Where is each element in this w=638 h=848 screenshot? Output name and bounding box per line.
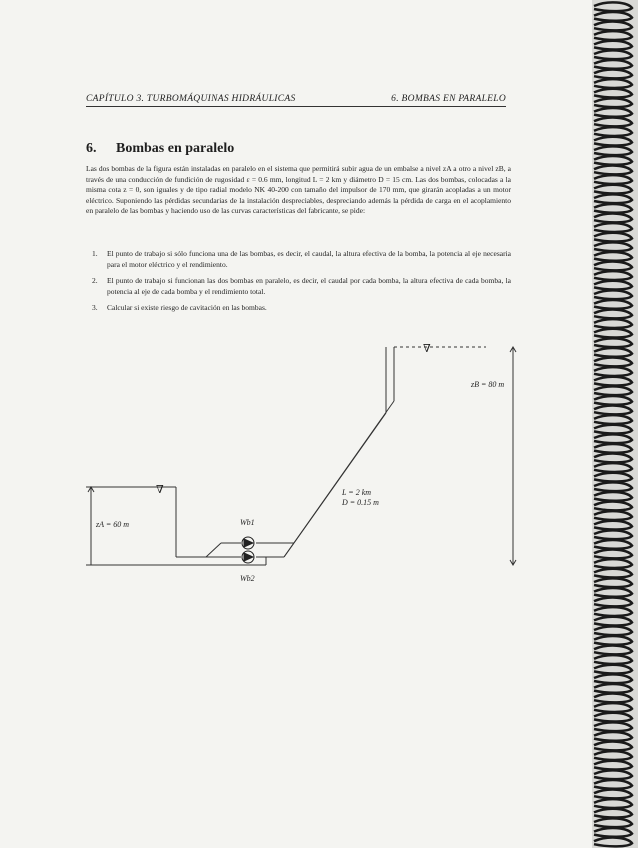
spiral-coil xyxy=(594,406,632,415)
section-running-title: 6. BOMBAS EN PARALELO xyxy=(391,94,506,104)
spiral-coil xyxy=(594,550,632,559)
spiral-coil xyxy=(594,703,632,712)
spiral-coil xyxy=(594,79,632,88)
problem-statement: Las dos bombas de la figura están instaladas en paralelo en el sistema que permitirá subir agua de un embalse a nivel zA a otro a nivel zB, a través de una conducción de fundición de rugosidad ε = 0.6 mm, longitud L = 2 km y diámetro D = 15 cm. Las dos bombas, colocadas a la misma cota z = 0, son iguales y de tipo radial modelo NK 40-200 con tamaño del impulsor de 170 mm, que girarán acopladas a un motor eléctrico. Suponiendo las pérdidas secundarias de la instalación despreciables, despreciando además la pérdida de carga en el acoplamiento en paralelo de las bombas y haciendo uso de las curvas características del fabricante, se pide: xyxy=(86,164,511,216)
spiral-coil xyxy=(594,818,632,827)
spiral-coil xyxy=(594,770,632,779)
spiral-coil xyxy=(594,607,632,616)
spiral-coil xyxy=(594,482,632,491)
spiral-coil xyxy=(594,348,632,357)
spiral-coil xyxy=(594,511,632,520)
spiral-coil xyxy=(594,655,632,664)
question-list xyxy=(86,249,511,320)
spiral-coil xyxy=(594,233,632,242)
spiral-coil xyxy=(594,598,632,607)
spiral-coil xyxy=(594,809,632,818)
spiral-binding xyxy=(588,0,638,848)
spiral-coil xyxy=(594,2,632,11)
spiral-coil xyxy=(594,425,632,434)
spiral-coil xyxy=(594,540,632,549)
spiral-coil xyxy=(594,674,632,683)
spiral-coil xyxy=(594,790,632,799)
spiral-coil xyxy=(594,665,632,674)
section-number: 6. xyxy=(86,141,97,156)
running-header xyxy=(86,94,506,107)
spiral-coil xyxy=(594,166,632,175)
spiral-coil xyxy=(594,713,632,722)
question-item xyxy=(86,249,511,270)
question-text: El punto de trabajo si sólo funciona una de las bombas, es decir, el caudal, la altura efectiva de la bomba, la potencia al eje necesaria para el motor eléctrico y el rendimiento. xyxy=(107,249,511,269)
spiral-coil xyxy=(594,396,632,405)
spiral-coil xyxy=(594,118,632,127)
spiral-coil xyxy=(594,415,632,424)
pipe-length-label: L = 2 km xyxy=(342,488,372,497)
spiral-coil xyxy=(594,319,632,328)
spiral-coil xyxy=(594,694,632,703)
question-number: 2. xyxy=(92,276,98,286)
spiral-coil xyxy=(594,386,632,395)
pump-wb1-label: Wb1 xyxy=(240,518,255,527)
spiral-coil xyxy=(594,204,632,213)
spiral-coil xyxy=(594,684,632,693)
spiral-coil xyxy=(594,146,632,155)
spiral-coil xyxy=(594,530,632,539)
spiral-coil xyxy=(594,12,632,21)
spiral-coil xyxy=(594,22,632,31)
spiral-coil xyxy=(594,175,632,184)
water-level-symbol-a: ∇ xyxy=(156,484,164,496)
zb-label: zB = 80 m xyxy=(471,380,505,389)
spiral-coil xyxy=(594,223,632,232)
water-level-symbol-b: ∇ xyxy=(423,343,431,355)
spiral-coil xyxy=(594,434,632,443)
spiral-coil xyxy=(594,636,632,645)
spiral-coil xyxy=(594,242,632,251)
spiral-coil xyxy=(594,617,632,626)
spiral-coil xyxy=(594,502,632,511)
spiral-coil xyxy=(594,492,632,501)
spiral-coil xyxy=(594,41,632,50)
spiral-coil xyxy=(594,521,632,530)
spiral-coil xyxy=(594,626,632,635)
section-title: Bombas en paralelo xyxy=(116,141,235,156)
spiral-coil xyxy=(594,559,632,568)
spiral-coil xyxy=(594,127,632,136)
pump-wb1-icon xyxy=(242,537,254,549)
spiral-coil xyxy=(594,262,632,271)
spiral-coil xyxy=(594,722,632,731)
spiral-coil xyxy=(594,646,632,655)
spiral-coil xyxy=(594,310,632,319)
question-item xyxy=(86,303,511,314)
spiral-coil xyxy=(594,194,632,203)
pipe-upper-edge xyxy=(294,413,386,543)
spiral-coil xyxy=(594,329,632,338)
spiral-coil xyxy=(594,137,632,146)
pump-wb2-label: Wb2 xyxy=(240,574,255,583)
chapter-title: CAPÍTULO 3. TURBOMÁQUINAS HIDRÁULICAS xyxy=(86,94,296,104)
spiral-coil xyxy=(594,799,632,808)
spiral-coil xyxy=(594,588,632,597)
pipe-diameter-label: D = 0.15 m xyxy=(342,498,379,507)
question-number: 1. xyxy=(92,249,98,258)
pump-wb2-icon xyxy=(242,551,254,563)
spiral-coil xyxy=(594,828,632,837)
spiral-coil xyxy=(594,761,632,770)
spiral-coil xyxy=(594,281,632,290)
spiral-coil xyxy=(594,578,632,587)
spiral-coil xyxy=(594,473,632,482)
question-item xyxy=(86,276,511,297)
spiral-coil xyxy=(594,300,632,309)
question-text: El punto de trabajo si funcionan las dos bombas en paralelo, es decir, el caudal por cada bomba, la altura efectiva de cada bomba, la potencia al eje de cada bomba y el rendimiento total. xyxy=(107,276,511,296)
spiral-coil xyxy=(594,156,632,165)
spiral-coil xyxy=(594,98,632,107)
spiral-coil xyxy=(594,70,632,79)
spiral-coil xyxy=(594,569,632,578)
spiral-coil xyxy=(594,742,632,751)
spiral-coil xyxy=(594,732,632,741)
spiral-coil xyxy=(594,50,632,59)
spiral-coil xyxy=(594,463,632,472)
spiral-coil xyxy=(594,290,632,299)
spiral-coil xyxy=(594,367,632,376)
question-text: Calcular si existe riesgo de cavitación en las bombas. xyxy=(107,303,267,313)
spiral-coil xyxy=(594,89,632,98)
spiral-coil xyxy=(594,751,632,760)
spiral-coil xyxy=(594,444,632,453)
spiral-coil xyxy=(594,252,632,261)
question-number: 3. xyxy=(92,303,98,313)
spiral-coil xyxy=(594,108,632,117)
spiral-coil xyxy=(594,377,632,386)
spiral-coil xyxy=(594,185,632,194)
spiral-coil xyxy=(594,358,632,367)
spiral-coil xyxy=(594,838,632,847)
section-heading xyxy=(86,141,234,157)
pump-system-diagram xyxy=(76,335,526,605)
spiral-coil xyxy=(594,214,632,223)
spiral-coil xyxy=(594,31,632,40)
spiral-coil xyxy=(594,780,632,789)
spiral-coil xyxy=(594,338,632,347)
spiral-coil xyxy=(594,271,632,280)
za-label: zA = 60 m xyxy=(96,520,130,529)
spiral-coil xyxy=(594,454,632,463)
spiral-coil xyxy=(594,60,632,69)
